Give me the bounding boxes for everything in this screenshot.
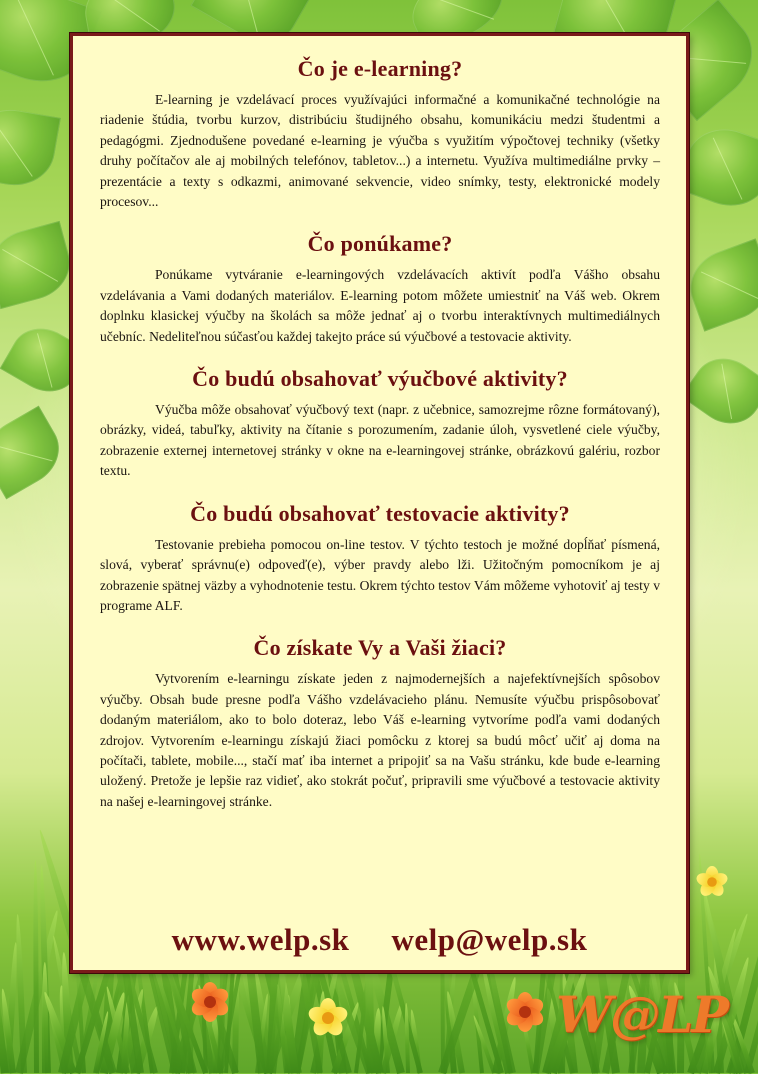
content-panel [70,33,689,973]
flower-decoration [190,982,230,1022]
section-text: Ponúkame vytváranie e-learningových vzdelávacích aktivít podľa Vášho obsahu vzdelávania a Vami dodaných materiálov. E-learning potom môžete umiestniť na Váš web. Okrem doplnku klasickej výučby na školách sa môže jednať aj o tvorbu interaktívnych multimediálnych učebníc. Nedeliteľnou súčasťou každej takejto práce sú výučbové a testovacie aktivity. [100,267,660,344]
section-text: Výučba môže obsahovať výučbový text (napr. z učebnice, samozrejme rôzne formátovaný), obrázky, videá, tabuľky, aktivity na čítanie s porozumením, zadanie úloh, vysvetlené ciele výučby, zobrazenie externej internetovej stránky v okne na e-learningovej stránke, obrázkovú galériu, rozbor textu. [100,402,660,479]
section-heading: Čo je e-learning? [297,56,463,81]
welp-logo: W@LP [556,985,727,1044]
section-text: Testovanie prebieha pomocou on-line testov. V týchto testoch je možné dopĺňať písmená, slová, vyberať správnu(e) odpoveď(e), výber pravdy alebo lži. Užitočným pomocníkom je aj zobrazenie spätnej väzby a vyhodnotenie testu. Okrem týchto testov Vám môžeme vyhotoviť aj testy v programe ALF. [100,536,660,613]
section-heading: Čo ponúkame? [307,231,453,257]
leaf-decoration [0,103,61,192]
flower-decoration [308,998,348,1038]
leaf-decoration [0,221,78,309]
section-benefits [100,635,660,812]
leaf-decoration [681,346,758,437]
section-heading: Čo budú obsahovať výučbové aktivity? [192,366,568,392]
flower-decoration [505,992,545,1032]
section-what-is-elearning [100,56,660,212]
section-what-we-offer [100,231,660,347]
grass-blade [33,860,39,1073]
section-text: E-learning je vzdelávací proces využívajúci informačné a komunikačné technológie na riadenie štúdia, tvorbu kurzov, distribúciu študijného obsahu, komunikáciu medzi študentmi a pedagógmi. Zjednodušene povedané e-learning je výučba s využitím výpočtovej techniky (všetky druhy počítačov ale aj mobilných telefónov, tabletov...) a internetu. Využíva multimediálne prvky – prezentácie a texty s odkazmi, animované sekvencie, video snímky, testy, elektronické modely procesov... [100,92,660,210]
leaf-decoration [0,406,71,500]
contact-line [73,922,686,958]
leaf-decoration [680,238,758,331]
section-heading: Čo získate Vy a Vaši žiaci? [253,635,507,661]
section-heading: Čo budú obsahovať testovacie aktivity? [190,500,570,526]
website-link[interactable]: www.welp.sk [171,922,350,957]
email-link[interactable]: welp@welp.sk [391,922,588,957]
flower-decoration [696,866,728,898]
section-text: Vytvorením e-learningu získate jeden z najmodernejších a najefektívnejších spôsobov výučby. Obsah bude presne podľa Vášho vzdelávacieho plánu. Nemusíte výučbu prispôsobovať dodaným materiálom, ako to bolo doteraz, lebo Váš e-learning vytvoríme podľa vami dodaných zdrojov. Vytvorením e-learningu získajú žiaci pomôcku z ktorej sa budú môcť učiť aj doma na počítači, tablete, mobile..., stačí mať iba internet a pripojiť sa na Vašu stránku, kde bude e-learning uložený. Pretože je lepšie raz vidieť, ako stokrát počuť, pripravili sme výučbové a testovacie aktivity na našej e-learningovej stránke. [100,671,660,809]
grass-blade [404,1003,410,1073]
section-testing-activities [100,501,660,617]
section-learning-activities [100,366,660,482]
grass-blade [15,914,27,1073]
